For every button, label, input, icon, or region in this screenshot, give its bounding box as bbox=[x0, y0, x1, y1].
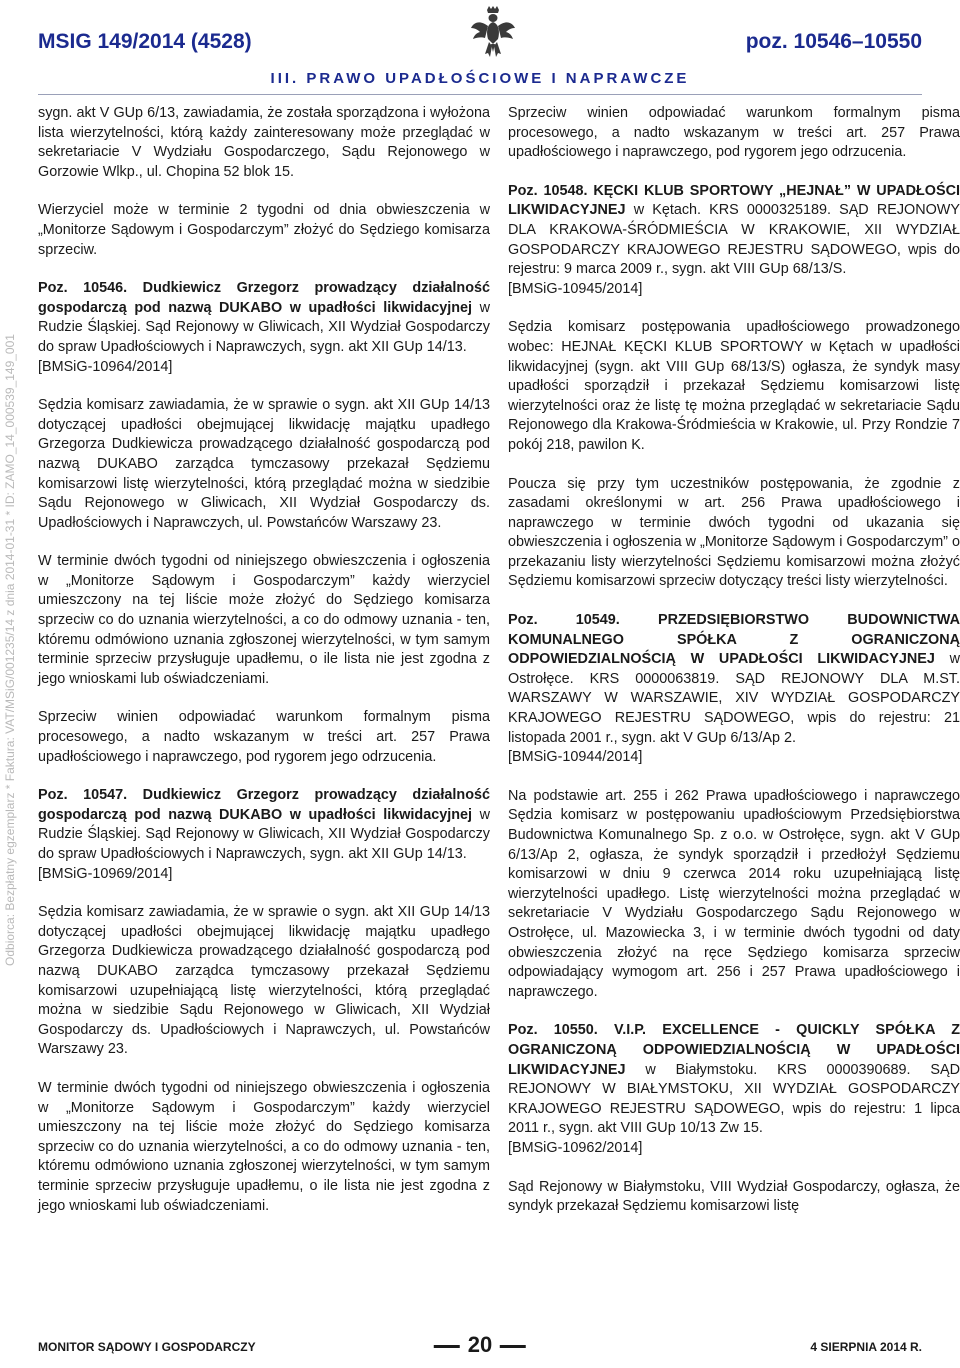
left-column bbox=[38, 104, 490, 1235]
entry-lead: Poz. 10550. V.I.P. EXCELLENCE - QUICKLY SPÓŁKA Z OGRANICZONĄ ODPOWIEDZIALNOŚCIĄ W UPADŁOŚCI LIKWIDACYJNEJ bbox=[508, 1022, 960, 1078]
page-footer bbox=[38, 1332, 922, 1360]
entry-reference: [BMSiG-10944/2014] bbox=[508, 749, 643, 766]
paragraph: Sąd Rejonowy w Białymstoku, VIII Wydział Gospodarczy, ogłasza, że syndyk przekazał Sędziemu komisarzowi listę bbox=[508, 1178, 960, 1215]
paragraph: Sędzia komisarz zawiadamia, że w sprawie o sygn. akt XII GUp 14/13 dotyczącej upadłości obejmującej likwidację majątku upadłego Grzegorza Dudkiewicza prowadzącego działalność gospodarczą pod nazwą DUKABO zarządca tymczasowy przekazał Sędziemu komisarzowi listę wierzytelności, którą przeglądać można w siedzibie Sądu Rejonowego w Gliwicach, XII Wydział Gospodarczy ds. Upadłościowych i Naprawczych, ul. Powstańców Warszawy 23. bbox=[38, 397, 490, 531]
entry-lead: Poz. 10549. PRZEDSIĘBIORSTWO BUDOWNICTWA KOMUNALNEGO SPÓŁKA Z OGRANICZONĄ ODPOWIEDZIALNOŚCIĄ W UPADŁOŚCI LIKWIDACYJNEJ bbox=[508, 612, 960, 668]
page-number-dash bbox=[500, 1345, 526, 1348]
page-number: 20 bbox=[467, 1332, 493, 1357]
paragraph: sygn. akt V GUp 6/13, zawiadamia, że została sporządzona i wyłożona lista wierzytelności, którą każdy zainteresowany może przeglądać w sekretariacie V Wydziału Gospodarczego, Sądu Rejonowego w Gorzowie Wlkp., ul. Chopina 52 blok 15. bbox=[38, 105, 490, 180]
entry-reference: [BMSiG-10964/2014] bbox=[38, 358, 173, 375]
page-header bbox=[38, 0, 922, 100]
paragraph: Sprzeciw winien odpowiadać warunkom formalnym pisma procesowego, a nadto wskazanym w treści art. 257 Prawa upadłościowego i naprawczego, pod rygorem jego odrzucenia. bbox=[508, 105, 960, 161]
paragraph: Sędzia komisarz zawiadamia, że w sprawie o sygn. akt XII GUp 14/13 dotyczącej upadłości obejmującej likwidację majątku upadłego Grzegorza Dudkiewicza prowadzącego działalność gospodarczą pod nazwą DUKABO zarządca tymczasowy przekazał Sędziemu komisarzowi uzupełniającą listę wierzytelności, którą przeglądać można w siedzibie Sądu Rejonowego w Gliwicach, XII Wydział Gospodarczy ds. Upadłościowych i Naprawczych, ul. Powstańców Warszawy 23. bbox=[38, 904, 490, 1058]
entry-body: w Ostrołęce. KRS 0000063819. SĄD REJONOWY DLA M.ST. WARSZAWY W WARSZAWIE, XIV WYDZIAŁ GOSPODARCZY KRAJOWEGO REJESTRU SĄDOWEGO, wpis do rejestru: 21 listopada 2001 r., sygn. akt V GUp 6/13/Ap 2. bbox=[508, 651, 960, 746]
paragraph: W terminie dwóch tygodni od niniejszego obwieszczenia i ogłoszenia w „Monitorze Sądowym i Gospodarczym” każdy wierzyciel umieszczony na tej liście może złożyć do Sędziego komisarza sprzeciw co do uznania wierzytelności, a co do odmowy uznania - ten, któremu odmówiono uznania zgłoszonej wierzytelności, w tym samym terminie sprzeciw przysługuje upadłemu, o ile lista nie jest zgodna z jego wnioskami lub oświadczeniami. bbox=[38, 553, 490, 687]
page-number-block bbox=[426, 1332, 534, 1358]
entry-10546-heading bbox=[38, 279, 490, 357]
entry-10547-heading bbox=[38, 786, 490, 864]
paragraph: Sprzeciw winien odpowiadać warunkom formalnym pisma procesowego, a nadto wskazanym w treści art. 257 Prawa upadłościowego i naprawczego, pod rygorem jego odrzucenia. bbox=[38, 709, 490, 765]
paragraph: W terminie dwóch tygodni od niniejszego obwieszczenia i ogłoszenia w „Monitorze Sądowym i Gospodarczym” każdy wierzyciel umieszczony na tej liście może złożyć do Sędziego komisarza sprzeciw co do uznania wierzytelności, a co do odmowy uznania - ten, któremu odmówiono uznania zgłoszonej wierzytelności, w tym samym terminie sprzeciw przysługuje upadłemu, o ile lista nie jest zgodna z jego wnioskami lub oświadczeniami. bbox=[38, 1079, 490, 1214]
entry-10550-heading bbox=[508, 1021, 960, 1139]
entry-body: w Białymstoku. KRS 0000390689. SĄD REJONOWY W BIAŁYMSTOKU, XII WYDZIAŁ GOSPODARCZY KRAJOWEGO REJESTRU SĄDOWEGO, wpis do rejestru: 1 lipca 2011 r., sygn. akt VIII GUp 10/13 Zw 15. bbox=[508, 1061, 960, 1137]
paragraph: Wierzyciel może w terminie 2 tygodni od dnia obwieszczenia w „Monitorze Sądowym i Gospodarczym” złożyć do Sędziego komisarza sprzeciw. bbox=[38, 202, 490, 258]
entry-10549-heading bbox=[508, 611, 960, 748]
publication-date: 4 SIERPNIA 2014 R. bbox=[810, 1340, 922, 1354]
page-number-dash bbox=[434, 1345, 460, 1348]
header-divider bbox=[38, 94, 922, 95]
paragraph: Sędzia komisarz postępowania upadłościowego prowadzonego wobec: HEJNAŁ KĘCKI KLUB SPORTOWY w Kętach w upadłości likwidacyjnej (sygn. akt VIII GUp 68/13/S) ogłasza, że syndyk masy upadłości sporządził i przekazał Sędziemu komisarzowi listę wierzytelności oraz że listę tę można przeglądać w sekretariacie Sądu Rejonowego dla Krakowa-Śródmieścia w Krakowie, ul. Przy Rondzie 7 pokój 218, pawilon K. bbox=[508, 319, 960, 453]
paragraph: Na podstawie art. 255 i 262 Prawa upadłościowego i naprawczego Sędzia komisarz w postępowaniu upadłościowym Przedsiębiorstwa Budownictwa Komunalnego Sp. z o.o. w Ostrołęce, sygn. akt V GUp 6/13/Ap 2, ogłasza, że syndyk sporządził i przedłożył Sędziemu komisarzowi w dniu 9 czerwca 2014 roku uzupełniającą listę wierzytelności upadłego. Listę wierzytelności można przeglądać w sekretariacie V Wydziału Gospodarczego Sądu Rejonowego w Ostrołęce, ul. Mazowiecka 3, i w terminie dwóch tygodni od daty obwieszczenia złożyć na ręce Sędziego komisarza sprzeciw odpowiadający wymogom art. 256 i 257 Prawa upadłościowego i naprawczego. bbox=[508, 787, 960, 1000]
entry-reference: [BMSiG-10945/2014] bbox=[508, 280, 643, 297]
entry-10548-heading bbox=[508, 182, 960, 280]
entry-lead: Poz. 10546. Dudkiewicz Grzegorz prowadzący działalność gospodarczą pod nazwą DUKABO w upadłości likwidacyjnej bbox=[38, 280, 490, 316]
entry-body: w Rudzie Śląskiej. Sąd Rejonowy w Gliwicach, XII Wydział Gospodarczy do spraw Upadłościowych i Naprawczych, sygn. akt XII GUp 14/13. bbox=[38, 299, 490, 355]
entry-body: w Rudzie Śląskiej. Sąd Rejonowy w Gliwicach, XII Wydział Gospodarczy do spraw Upadłościowych i Naprawczych, sygn. akt XII GUp 14/13. bbox=[38, 806, 490, 862]
issue-number: MSIG 149/2014 (4528) bbox=[38, 30, 252, 53]
entry-body: w Kętach. KRS 0000325189. SĄD REJONOWY DLA KRAKOWA-ŚRÓDMIEŚCIA W KRAKOWIE, XII WYDZIAŁ GOSPODARCZY KRAJOWEGO REJESTRU SĄDOWEGO, wpis do rejestru: 9 marca 2009 r., sygn. akt VIII GUp 68/13/S. bbox=[508, 202, 960, 278]
right-column bbox=[508, 104, 960, 1236]
publication-name: MONITOR SĄDOWY I GOSPODARCZY bbox=[38, 1340, 256, 1354]
recipient-watermark-text: Odbiorca: Bezpłatny egzemplarz * Faktura: VAT/MSiG/001235/14 z dnia 2014-01-31 * ID: ZAMO_14_000539_149_001 bbox=[3, 334, 17, 966]
entry-lead: Poz. 10547. Dudkiewicz Grzegorz prowadzący działalność gospodarczą pod nazwą DUKABO w upadłości likwidacyjnej bbox=[38, 787, 490, 823]
position-range: poz. 10546–10550 bbox=[745, 30, 922, 53]
entry-reference: [BMSiG-10962/2014] bbox=[508, 1139, 643, 1156]
entry-lead: Poz. 10548. KĘCKI KLUB SPORTOWY „HEJNAŁ” W UPADŁOŚCI LIKWIDACYJNEJ bbox=[508, 182, 960, 219]
polish-eagle-icon bbox=[470, 6, 516, 58]
recipient-watermark bbox=[0, 300, 20, 1000]
paragraph: Poucza się przy tym uczestników postępowania, że zgodnie z zasadami określonymi w art. 256 Prawa upadłościowego i naprawczego w terminie dwóch tygodni od ukazania się obwieszczenia i ogłoszenia w „Monitorze Sądowym i Gospodarczym” o przekazaniu listy wierzytelności Sędziemu komisarzowi można złożyć Sędziemu komisarzowi sprzeciw dotyczący treści listy wierzytelności. bbox=[508, 475, 960, 590]
section-title: III. PRAWO UPADŁOŚCIOWE I NAPRAWCZE bbox=[270, 70, 690, 87]
entry-reference: [BMSiG-10969/2014] bbox=[38, 865, 173, 882]
